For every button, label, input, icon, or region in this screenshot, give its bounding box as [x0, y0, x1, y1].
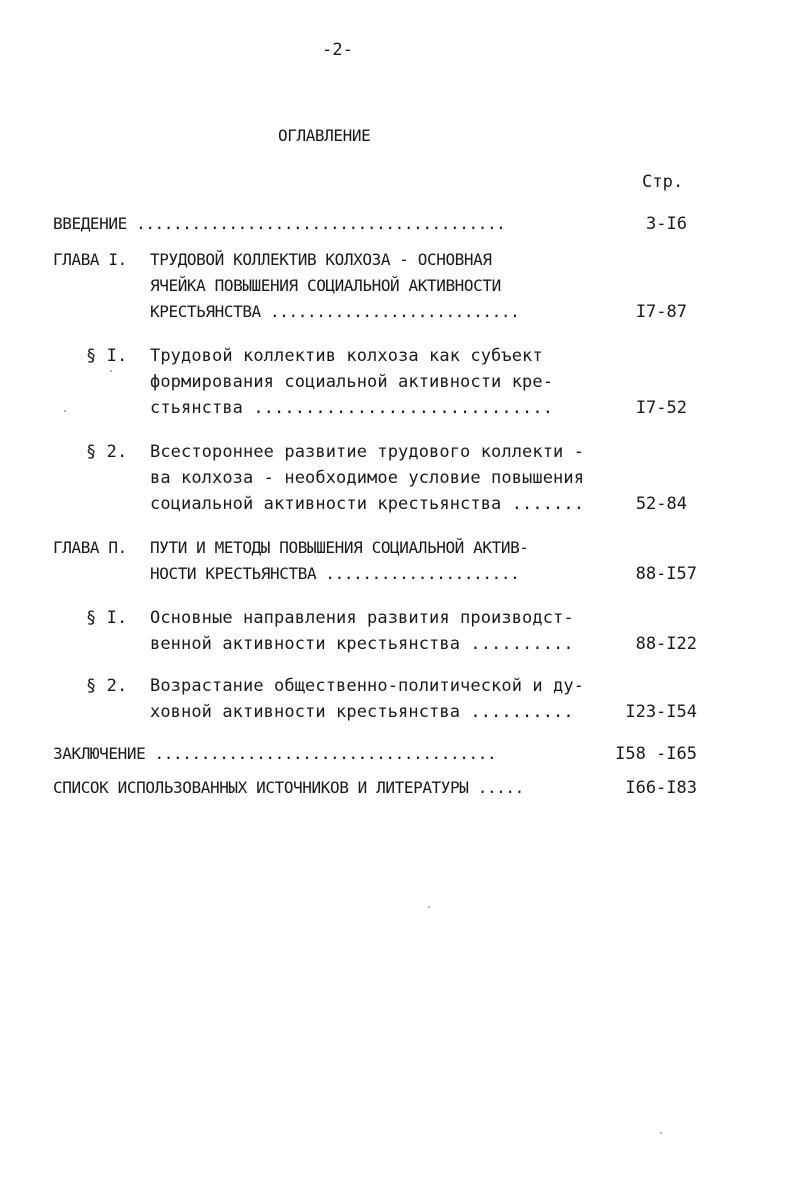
entry-pages: I7-52: [635, 398, 687, 418]
entry-pages: I7-87: [635, 302, 687, 322]
entry-text-line: ПУТИ И МЕТОДЫ ПОВЫШЕНИЯ СОЦИАЛЬНОЙ АКТИВ-: [150, 538, 529, 557]
scan-speck: [110, 370, 112, 372]
entry-text-line: Трудовой коллектив колхоза как субъект: [150, 346, 543, 366]
entry-text-line: НОСТИ КРЕСТЬЯНСТВА .....................: [150, 564, 520, 583]
entry-text-line: СПИСОК ИСПОЛЬЗОВАННЫХ ИСТОЧНИКОВ И ЛИТЕРАТУРЫ .....: [53, 778, 524, 797]
entry-pages: 88-I22: [635, 634, 697, 654]
page-number: -2-: [322, 40, 354, 60]
chapter-label: ГЛАВА I.: [53, 250, 127, 269]
chapter-label: ГЛАВА П.: [53, 538, 127, 557]
entry-text-line: Всестороннее развитие трудового коллекти -: [150, 442, 585, 462]
entry-text-line: ва колхоза - необходимое условие повышения: [150, 468, 585, 488]
entry-text-line: стьянства .............................: [150, 398, 554, 418]
entry-text-line: Основные направления развития производст-: [150, 608, 574, 628]
section-label: § 2.: [86, 676, 128, 696]
entry-text-line: ховной активности крестьянства ..........: [150, 702, 574, 722]
scan-speck: [428, 906, 430, 908]
entry-text-line: КРЕСТЬЯНСТВА ...........................: [150, 302, 520, 321]
scan-speck: [660, 1132, 662, 1134]
entry-pages: I66-I83: [625, 778, 697, 798]
entry-pages: I23-I54: [625, 702, 697, 722]
section-label: § I.: [86, 608, 128, 628]
entry-pages: 88-I57: [635, 564, 697, 584]
entry-text-line: социальной активности крестьянства .......: [150, 494, 585, 514]
entry-text-line: венной активности крестьянства ..........: [150, 634, 574, 654]
section-label: § 2.: [86, 442, 128, 462]
toc-heading: ОГЛАВЛЕНИЕ: [278, 126, 371, 145]
entry-pages: 52-84: [635, 494, 687, 514]
entry-text-line: ЯЧЕЙКА ПОВЫШЕНИЯ СОЦИАЛЬНОЙ АКТИВНОСТИ: [150, 276, 501, 295]
entry-text-line: ЗАКЛЮЧЕНИЕ .....................................: [53, 744, 497, 763]
entry-text-line: формирования социальной активности кре-: [150, 372, 554, 392]
entry-text-line: ВВЕДЕНИЕ ........................................: [53, 214, 506, 233]
entry-text-line: ТРУДОВОЙ КОЛЛЕКТИВ КОЛХОЗА - ОСНОВНАЯ: [150, 250, 492, 269]
entry-pages: I58 -I65: [615, 744, 697, 764]
entry-pages: 3-I6: [646, 214, 687, 234]
scan-speck: [64, 410, 66, 412]
section-label: § I.: [86, 346, 128, 366]
entry-text-line: Возрастание общественно-политической и ду-: [150, 676, 585, 696]
page-column-label: Стр.: [642, 172, 684, 192]
